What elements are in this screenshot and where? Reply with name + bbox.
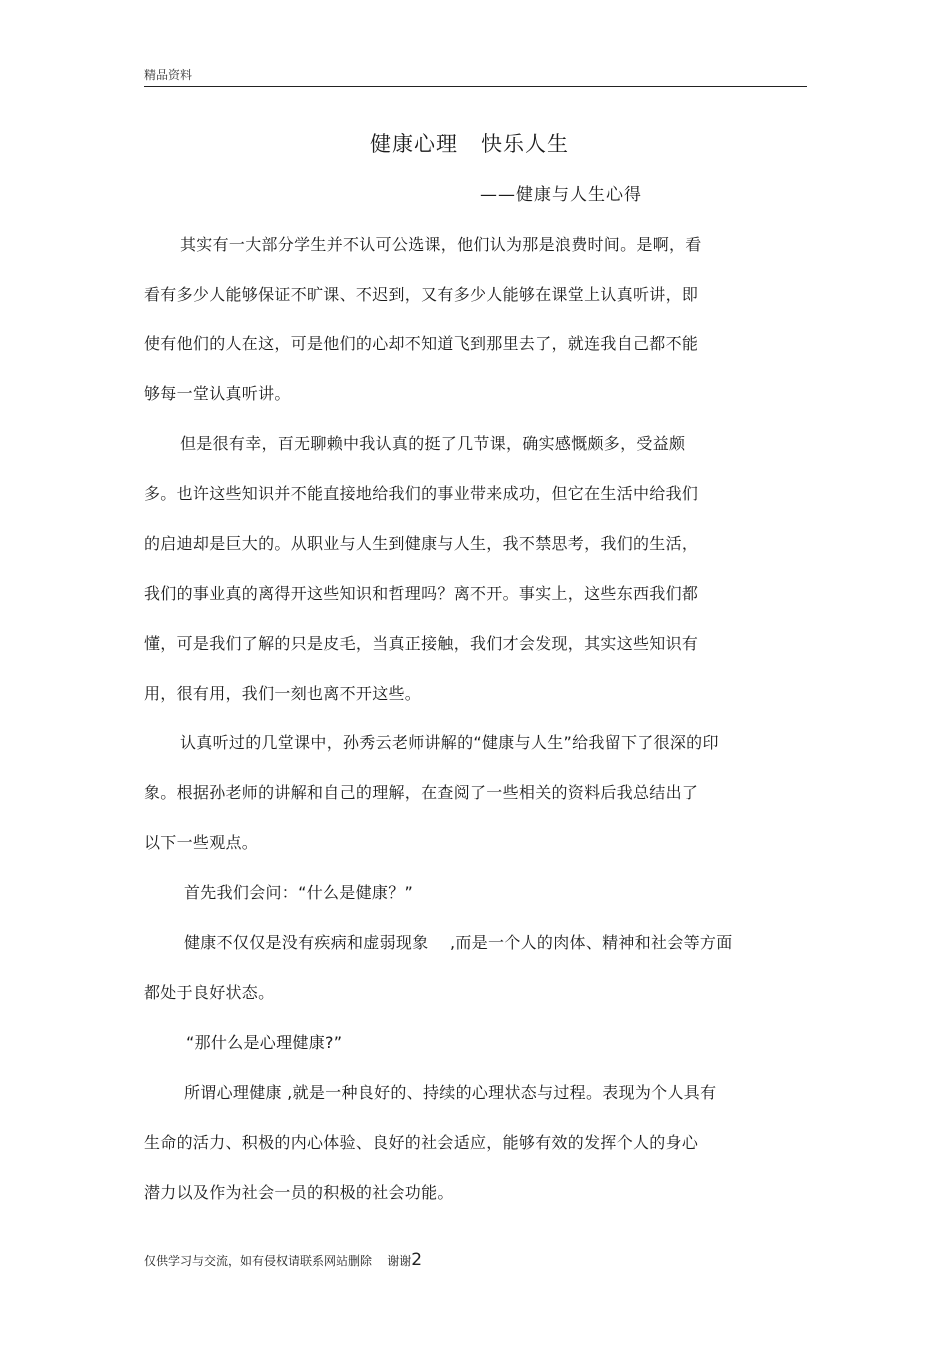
body-line: 象。根据孙老师的讲解和自己的理解，在查阅了一些相关的资料后我总结出了	[144, 783, 699, 802]
body-line: 使有他们的人在这，可是他们的心却不知道飞到那里去了，就连我自己都不能	[144, 334, 699, 353]
body-line: 我们的事业真的离得开这些知识和哲理吗？离不开。事实上，这些东西我们都	[144, 584, 699, 603]
page-number: 2	[411, 1250, 423, 1270]
body-line: 都处于良好状态。	[144, 983, 275, 1002]
body-line: 其实有一大部分学生并不认可公选课，他们认为那是浪费时间。是啊，看	[180, 235, 702, 254]
document-title: 健康心理 快乐人生	[370, 132, 570, 156]
body-line: 用，很有用，我们一刻也离不开这些。	[144, 684, 422, 703]
body-line: 健康不仅仅是没有疾病和虚弱现象 ,而是一个人的肉体、精神和社会等方面	[184, 933, 733, 952]
footer	[144, 1250, 422, 1270]
body-line: 够每一堂认真听讲。	[144, 384, 291, 403]
body-line: 首先我们会问：“什么是健康？”	[184, 883, 414, 902]
body-line: 懂，可是我们了解的只是皮毛，当真正接触，我们才会发现，其实这些知识有	[144, 634, 699, 653]
header-label: 精品资料	[144, 68, 193, 82]
body-line: 但是很有幸，百无聊赖中我认真的挺了几节课，确实感慨颇多，受益颇	[180, 434, 686, 453]
body-line: 潜力以及作为社会一员的积极的社会功能。	[144, 1183, 454, 1202]
document-subtitle: ——健康与人生心得	[480, 185, 642, 205]
body-line: 以下一些观点。	[144, 833, 259, 852]
body-line: 看有多少人能够保证不旷课、不迟到，又有多少人能够在课堂上认真听讲，即	[144, 285, 699, 304]
body-line: “那什么是心理健康?”	[186, 1033, 343, 1052]
body-line: 认真听过的几堂课中，孙秀云老师讲解的“健康与人生”给我留下了很深的印	[180, 733, 719, 752]
body-line: 多。也许这些知识并不能直接地给我们的事业带来成功，但它在生活中给我们	[144, 484, 699, 503]
header-divider	[144, 86, 807, 87]
body-line: 生命的活力、积极的内心体验、良好的社会适应，能够有效的发挥个人的身心	[144, 1133, 699, 1152]
body-line: 所谓心理健康 ,就是一种良好的、持续的心理状态与过程。表现为个人具有	[184, 1083, 717, 1102]
body-line: 的启迪却是巨大的。从职业与人生到健康与人生，我不禁思考，我们的生活，	[144, 534, 699, 553]
footer-text: 仅供学习与交流，如有侵权请联系网站删除 谢谢	[144, 1254, 412, 1268]
